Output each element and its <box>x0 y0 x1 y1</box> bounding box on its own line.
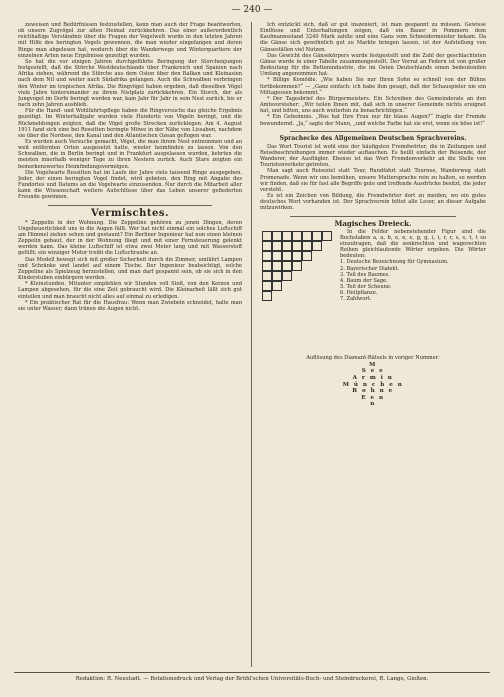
anecdote: * Billige Komödie. „Wie haben Sie nur Ihren Sohn so schnell von der Bühne fortbekommen?“ — „Ganz einfach: ich habe ihm gesagt, daß der Schauspieler nie ein Mittagessen bekommt.“ <box>260 77 486 96</box>
puzzle-clue: 5. Teil der Scheune. <box>340 284 392 291</box>
misc-paragraph: * Zeppelin in der Wohnung. Die Zeppeline gehören zu jenen Dingen, deren Ungeheuerlichkeit uns in die Augen fällt. Wer hat nicht einmal ein solches Luftschiff am Himmel ziehen sehen und gestaunt? Ein Berliner Ingenieur hat nun einen kleinen Zeppelin gebaut, der in der Wohnung fliegt und mit einer Fernsteuerung gelenkt werden kann. Das kleine Luftschiff ist etwa zwei Meter lang und mit Wasserstoff gefüllt; ein winziger Motor treibt die Luftschraube an. <box>18 219 242 257</box>
puzzle-clue: 2. Bayerischer Dialekt. <box>340 265 400 272</box>
misc-paragraph: * Ein praktischer Rat für die Hausfrau: Wenn man Zwiebeln schneidet, halte man sie unter Wasser; dann tränen die Augen nicht. <box>18 299 242 312</box>
puzzle-text <box>340 229 486 303</box>
section-divider <box>290 216 456 217</box>
article-paragraph: So hat die vor einigen Jahren durchgeführte Beringung der Storchenjungen festgestellt, daß die Störche Westdeutschlands über Frankreich und Spanien nach Afrika ziehen, während die Störche aus dem Osten über den Balkan und Kleinasien nach dem Nil und weiter nach Südafrika gelangen. Auch die Schwalben verbringen den Winter im tropischen Afrika. Die Ringvögel haben ergeben, daß dieselben Vögel viele Jahre hintereinander zu ihrem Nistplatz zurückkehren. Ein Storch, der als Jungvogel im Dorfe beringt worden war, kam Jahr für Jahr in sein Nest zurück, bis er nach zehn Jahren ausblieb. <box>18 58 242 109</box>
puzzle-clue: 6. Heilpflanze. <box>340 290 378 297</box>
language-paragraph: Das Wort Tourist ist wohl eins der häufigsten Fremdwörter, die in Zeitungen und Reisebeschreibungen immer wieder auftauchen. Es heißt einfach der Reisende, der Wanderer, der Ausflügler. Ebenso ist das Wort Fremdenverkehr an die Stelle von Touristenverkehr getreten. <box>260 143 486 169</box>
diamond-line: S e e <box>361 368 385 375</box>
anecdote: * Ein Geheimnis. „Was hat Ihre Frau nur für blaue Augen?“ fragte der Fremde bewundernd. „Ja,“ sagte der Mann, „und welche Farbe hat sie erst, wenn sie böse ist!“ <box>260 114 486 127</box>
misc-paragraph: * Kleinstunden. Mitunter empfehlen wir Stunden voll Stoß, von den Kerzen und Lampen abgesehen, für die eine Zeit gebraucht wird. Die Kleinarbeit läßt sich gut einteilen und man braucht nicht alles auf einmal zu erledigen. <box>18 281 242 300</box>
article-paragraph: zuweisen und Bedürfnissen festzustellen, kann man auch der Frage beantworten, ob unsere Zugvögel zur alten Heimat zurückkehren. Das einer außerordentlich reichhaltige Verständnis über die Fragen der Vogelwelt wurde in den letzten Jahren mit Hilfe des beringten Vogels gewonnen, die man wieder eingefangen und deren Ringe man abgelesen hat, wodurch über die Wanderwege und Winterquartiere der einzelnen Arten neue Ergebnisse gezeitigt wurden. <box>18 22 242 59</box>
diamond-line: n <box>370 401 376 408</box>
language-corner-title: Sprachecke des Allgemeinen Deutschen Sprachvereins. <box>279 134 467 142</box>
misc-paragraph: Das Modell bewegt sich mit großer Sicherheit durch die Zimmer, umfährt Lampen und Schränke und landet auf einem Tische. Der Ingenieur beabsichtigt, solche Zeppeline als Spielzeug herzustellen, und man darf gespannt sein, ob sie sich in den Kinderstuben einbürgern werden. <box>18 256 242 282</box>
article-paragraph: Für die Hand- und Wohlfahrtspflege haben die Ringversuche das gleiche Ergebnis gezeitigt. Im Winterhalbjahr wurden viele Hunderte von Vögeln beringt, und die Rückmeldungen zeigten, daß die Vögel große Strecken zurücklegen. Am 4. August 1911 fand sich eine bei Rossitten beringte Möwe in der Nähe von Lissabon, nachdem sie über die Nordsee, den Kanal und den Atlantischen Ozean geflogen war. <box>18 108 242 139</box>
diamond-solution <box>260 362 486 408</box>
language-paragraph: Es ist ein Zeichen von Bildung, die Fremdwörter dort zu meiden, wo ein gutes deutsches Wort vorhanden ist. Der Sprachverein bittet alle Leser, an dieser Aufgabe mitzuwirken. <box>260 193 486 212</box>
language-paragraph: Man sagt auch Reiseziel statt Tour, Rundfahrt statt Tournee, Wanderweg statt Promenade. Wenn wir uns bemühen, unsere Muttersprache rein zu halten, so werden wir finden, daß sie für fast alle Begriffe gute und treffende Ausdrücke besitzt, die jeder versteht. <box>260 168 486 193</box>
column-rule <box>251 22 252 667</box>
anecdote: * Der Tagesbrief des Bürgermeisters. Ein Schreiben des Gemeinderats an den Amtsvorsteher: „Wir teilen Ihnen mit, daß sich in unserer Gemeinde nichts ereignet hat, und bitten, uns auch weiterhin zu benachrichtigen.“ <box>260 95 486 115</box>
article-paragraph: Ich entzückt sich, daß er gut inszeniert, ist man gespannt zu müssen. Gewisse Einflüsse und Unterhaltungen zeigen, daß ein Bauer in Pommern dem Kaufmannsstand 3240 Mark zahlte und eine Gans vom Schneidermeister bekam. Da die Gänse sich gewöhnlich gut zu Markte bringen lassen, ist der Aufstellung von Gänseställen viel Nutzen. <box>260 22 486 53</box>
puzzle-title: Magisches Dreieck. <box>334 218 412 228</box>
diamond-line: M ü n c h e n <box>342 381 404 388</box>
imprint-footer: Redaktion: R. Neustadt. — Rotationsdruck und Verlag der Brühl'schen Universitäts-Buch- und Steindruckerei, R. Lange, Gießen. <box>14 672 490 682</box>
article-paragraph: Es wurden auch Versuche gemacht, Vögel, die man ihrem Nest entnommen und an weit entfernten Orten ausgesetzt hatte, wieder heimfinden zu lassen. Von den Schwalben, die in Berlin beringt und in Frankfurt ausgelassen wurden, kehrten die meisten innerhalb weniger Tage zu ihren Nestern zurück. Auch Stare zeigten ein bemerkenswertes Heimfindungsvermögen. <box>18 138 242 170</box>
puzzle-block <box>260 229 486 354</box>
right-column <box>260 22 486 667</box>
puzzle-clue: 3. Teil des Baumes. <box>340 271 391 278</box>
diamond-line: E e n <box>361 394 385 401</box>
puzzle-intro: In die Felder nebenstehender Figur sind die Buchstaben a, a, b, e, e, e, g, g, i, i, r, r, s, s, t, t so einzutragen, daß die senkrechten und wagerechten Reihen gleichlautende Wörter ergeben. Die Wörter bedeuten: <box>340 228 486 260</box>
page-number: — 240 — <box>231 5 273 15</box>
article-paragraph: Die Vogelwarte Rossitten hat im Laufe der Jahre viele tausend Ringe ausgegeben. Jeder, der einen beringten Vogel findet, wird gebeten, den Ring mit Angabe des Fundortes und Datums an die Vogelwarte einzusenden. Nur durch die Mitarbeit aller kann die Wissenschaft weitere Aufschlüsse über das Leben unserer gefiederten Freunde gewinnen. <box>18 169 242 201</box>
section-title-vermischtes: Vermischtes. <box>91 207 169 219</box>
diamond-line: B o h n e <box>352 388 394 395</box>
article-paragraph: Das Gewicht des Gänsekörpers wurde festgestellt und die Zahl der geschlachteten Gänse wurde in einer Tabelle zusammengestellt. Der Vorrat an Federn ist von großer Bedeutung für die Bettenindustrie, die im Osten Deutschlands einen bedeutenden Umfang angenommen hat. <box>260 52 486 78</box>
solution-title: Auflösung des Diamant-Rätsels in voriger Nummer: <box>306 354 440 361</box>
diamond-line: M <box>369 361 377 368</box>
section-divider <box>48 205 212 206</box>
left-column <box>18 22 242 667</box>
puzzle-clue: 4. Baum der Sage. <box>340 277 388 284</box>
puzzle-clue: 7. Zahlwort. <box>340 296 372 303</box>
puzzle-clue: 1. Deutsche Bezeichnung für Gymnasium. <box>340 259 449 266</box>
section-divider <box>290 131 456 132</box>
puzzle-grid <box>262 231 332 301</box>
diamond-line: A r m i n <box>352 375 394 382</box>
